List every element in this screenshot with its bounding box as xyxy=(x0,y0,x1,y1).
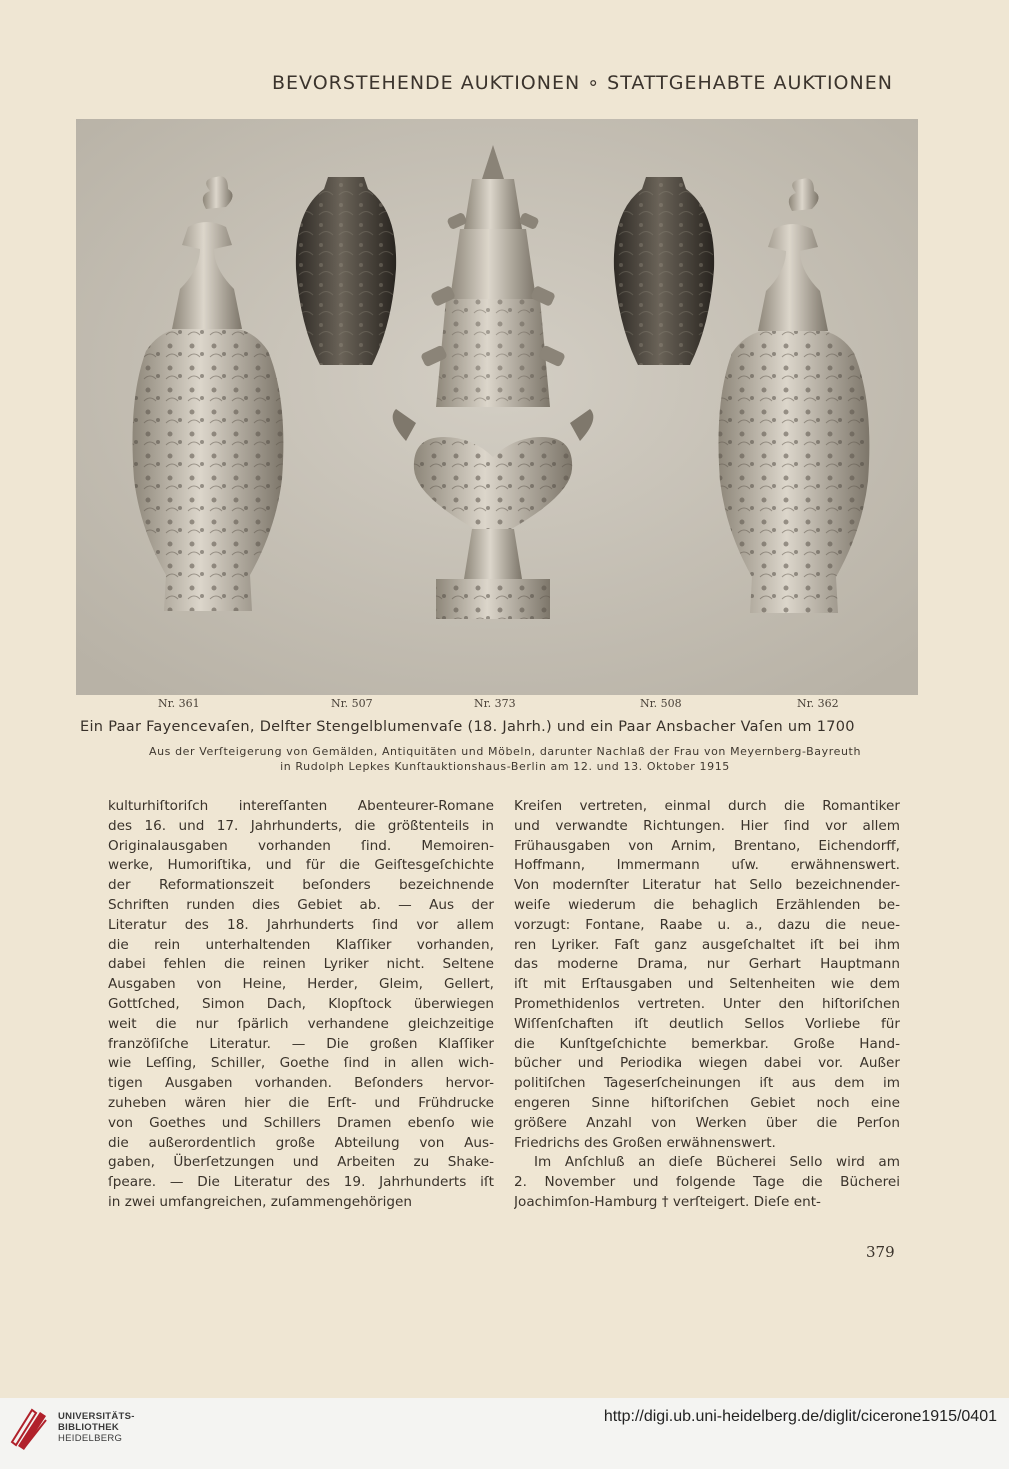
text-line: Schriften runden dies Gebiet ab. — Aus der xyxy=(108,896,494,913)
text-line: Im Anſchluß an dieſe Bücherei Sello wird am xyxy=(534,1154,900,1171)
caption-subtitle xyxy=(80,744,930,774)
text-line: ren Lyriker. Faſt ganz ausgeſchaltet iſt bei ihm xyxy=(514,936,900,953)
text-line: des 16. und 17. Jahrhunderts, die größtenteils in xyxy=(108,817,494,834)
text-line: bücher und Periodika wiegen dabei vor. Außer xyxy=(514,1055,900,1072)
photo-plate-vases xyxy=(76,119,918,695)
text-line: die außerordentlich große Abteilung von Aus- xyxy=(108,1134,494,1151)
caption-subtitle-line: in Rudolph Lepkes Kunſtauktionshaus-Berlin am 12. und 13. Oktober 1915 xyxy=(280,760,730,773)
text-line: franzöſiſche Literatur. — Die großen Klaſſiker xyxy=(108,1035,494,1052)
text-line: Friedrichs des Großen erwähnenswert. xyxy=(514,1134,776,1151)
text-line: zuheben wären hier die Erſt- und Frühdrucke xyxy=(108,1094,494,1111)
plate-label: Nr. 373 xyxy=(474,697,516,710)
text-line: das moderne Drama, nur Gerhart Hauptmann xyxy=(514,956,900,973)
library-name-line: BIBLIOTHEK xyxy=(58,1422,120,1433)
library-name-line: HEIDELBERG xyxy=(58,1433,123,1444)
text-line: in zwei umfangreichen, zuſammengehörigen xyxy=(108,1193,413,1210)
text-line: größere Anzahl von Werken über die Perſon xyxy=(514,1114,900,1131)
plate-label: Nr. 362 xyxy=(797,697,839,710)
text-line: dabei fehlen die reinen Lyriker nicht. Seltene xyxy=(108,956,494,973)
vase-nr-508 xyxy=(614,177,714,365)
text-column-right xyxy=(514,797,900,1213)
text-line: die Kunſtgeſchichte bemerkbar. Große Hand- xyxy=(514,1035,900,1052)
text-line: politiſchen Tageserſcheinungen iſt aus dem im xyxy=(514,1075,900,1092)
footer-bar xyxy=(0,1398,1009,1469)
text-line: Kreiſen vertreten, einmal durch die Romantiker xyxy=(514,798,900,814)
text-line: Originalausgaben vorhanden ſind. Memoiren- xyxy=(108,837,494,854)
text-line: Frühausgaben von Arnim, Brentano, Eichendorff, xyxy=(514,837,900,854)
text-line: Hoffmann, Immermann uſw. erwähnenswert. xyxy=(514,857,900,874)
text-column-left xyxy=(108,797,494,1213)
text-line: Promethidenlos vertreten. Unter den hiſtoriſchen xyxy=(514,995,900,1012)
vase-nr-507 xyxy=(296,177,396,365)
page-number: 379 xyxy=(866,1243,895,1261)
caption-title: Ein Paar Fayencevaſen, Delfter Stengelblumenvaſe (18. Jahrh.) und ein Paar Ansbacher Vaſen um 1700 xyxy=(80,719,855,735)
plate-label: Nr. 508 xyxy=(640,697,682,710)
text-line: iſt mit Erſtausgaben und Seltenheiten wie dem xyxy=(514,976,900,993)
text-line: von Goethes und Schillers Dramen ebenſo wie xyxy=(108,1114,494,1131)
plate-labels xyxy=(0,697,1009,713)
library-name xyxy=(58,1411,135,1444)
text-line: weiſe wiederum die behaglich Erzählenden be- xyxy=(514,896,900,913)
plate-label: Nr. 507 xyxy=(331,697,373,710)
text-line: Gottſched, Simon Dach, Klopſtock überwiegen xyxy=(108,995,494,1012)
plate-label: Nr. 361 xyxy=(158,697,200,710)
text-line: Wiſſenſchaften iſt deutlich Sellos Vorliebe für xyxy=(514,1015,900,1032)
vases-photograph xyxy=(76,119,918,695)
text-line: Ausgaben von Heine, Herder, Gleim, Gellert, xyxy=(108,976,494,993)
text-line: 2. November und folgende Tage die Bücherei xyxy=(514,1174,900,1191)
text-line: und verwandte Richtungen. Hier ſind vor allem xyxy=(514,817,900,834)
library-logo-icon xyxy=(10,1406,50,1450)
text-line: die rein unterhaltenden Klaſſiker vorhanden, xyxy=(108,936,494,953)
text-line: wie Leſſing, Schiller, Goethe ſind in allen wich- xyxy=(108,1055,494,1072)
text-line: gaben, Überſetzungen und Arbeiten zu Shake- xyxy=(108,1154,494,1171)
text-line: werke, Humoriſtika, und für die Geiſtesgeſchichte xyxy=(108,857,494,874)
text-line: Von modernſter Literatur hat Sello bezeichnender- xyxy=(514,877,900,894)
text-line: tigen Ausgaben vorhanden. Beſonders hervor- xyxy=(108,1075,494,1092)
source-url-link[interactable]: http://digi.ub.uni-heidelberg.de/diglit/cicerone1915/0401 xyxy=(603,1408,997,1425)
text-line: vorzugt: Fontane, Raabe u. a., dazu die neue- xyxy=(514,916,900,933)
text-line: Literatur des 18. Jahrhunderts ſind vor allem xyxy=(108,916,494,933)
text-line: der Reformationszeit beſonders bezeichnende xyxy=(108,877,494,894)
text-line: weit die nur ſpärlich verhandene gleichzeitige xyxy=(108,1015,494,1032)
text-line: ſpeare. — Die Literatur des 19. Jahrhunderts iſt xyxy=(108,1174,494,1191)
text-line: Joachimſon-Hamburg † verſteigert. Dieſe ent- xyxy=(514,1193,821,1210)
text-line: kulturhiſtoriſch intereſſanten Abenteurer-Romane xyxy=(108,798,494,814)
running-head: BEVORSTEHENDE AUKTIONEN ∘ STATTGEHABTE AUKTIONEN xyxy=(272,72,893,94)
text-line: engeren Sinne hiſtoriſchen Gebiet noch eine xyxy=(514,1094,900,1111)
library-name-line: UNIVERSITÄTS- xyxy=(58,1411,135,1422)
caption-subtitle-line: Aus der Verſteigerung von Gemälden, Antiquitäten und Möbeln, darunter Nachlaß der Frau von Meyernberg-Bayreuth xyxy=(148,745,862,758)
